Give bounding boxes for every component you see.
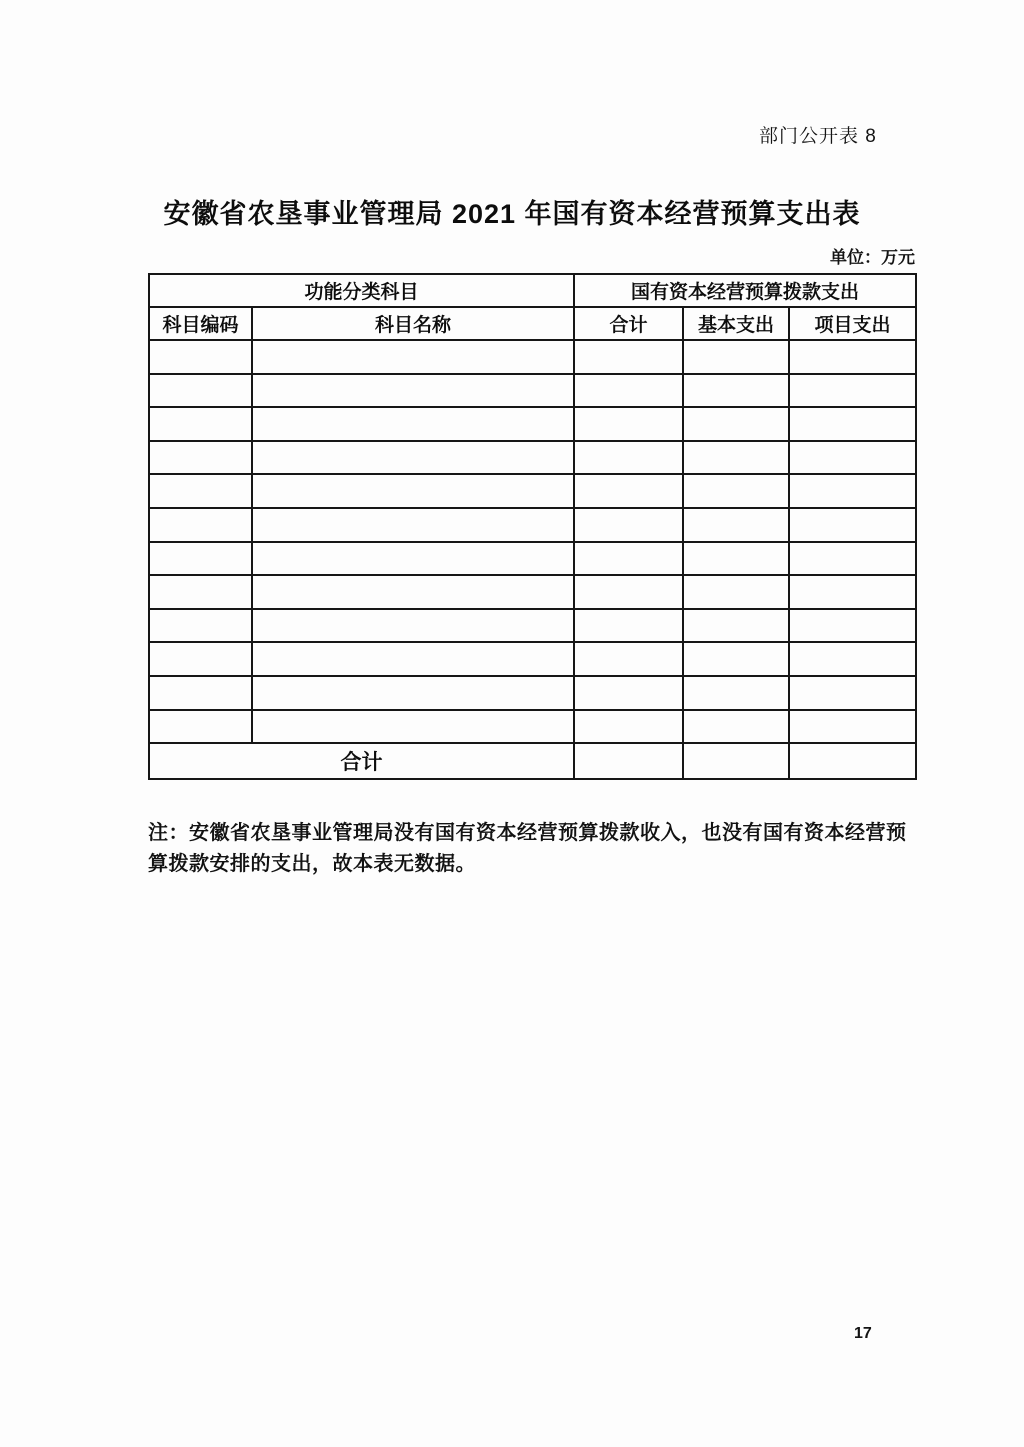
table-row	[149, 474, 916, 508]
table-cell	[252, 374, 574, 408]
table-row	[149, 710, 916, 744]
table-cell	[149, 374, 252, 408]
table-cell	[683, 508, 789, 542]
column-header-project-expenditure: 项目支出	[789, 307, 916, 340]
table-cell	[574, 407, 683, 441]
table-cell	[789, 575, 916, 609]
table-cell	[683, 642, 789, 676]
table-row	[149, 508, 916, 542]
note-line-2: 算拨款安排的支出，故本表无数据。	[148, 853, 476, 875]
column-header-basic-expenditure: 基本支出	[683, 307, 789, 340]
table-cell	[789, 508, 916, 542]
table-row	[149, 676, 916, 710]
table-cell	[683, 575, 789, 609]
table-cell	[252, 340, 574, 374]
table-cell	[149, 676, 252, 710]
table-cell	[252, 508, 574, 542]
column-header-total: 合计	[574, 307, 683, 340]
table-cell	[149, 474, 252, 508]
table-cell	[789, 407, 916, 441]
table-cell	[574, 508, 683, 542]
table-cell	[574, 609, 683, 643]
table-cell	[252, 542, 574, 576]
table-cell	[252, 575, 574, 609]
page-title: 安徽省农垦事业管理局 2021 年国有资本经营预算支出表	[163, 199, 861, 229]
table-cell	[149, 407, 252, 441]
table-cell	[574, 642, 683, 676]
total-cell-basic-expenditure	[683, 743, 789, 779]
table-cell	[149, 508, 252, 542]
table-cell	[789, 676, 916, 710]
table-cell	[149, 642, 252, 676]
table-row	[149, 374, 916, 408]
table-cell	[149, 710, 252, 744]
table-cell	[683, 441, 789, 475]
table-cell	[252, 474, 574, 508]
table-cell	[252, 441, 574, 475]
table-cell	[252, 609, 574, 643]
table-cell	[252, 710, 574, 744]
table-cell	[789, 710, 916, 744]
table-cell	[789, 474, 916, 508]
group-header-state-capital-budget-expenditure: 国有资本经营预算拨款支出	[574, 274, 916, 307]
table-row	[149, 575, 916, 609]
table-cell	[789, 340, 916, 374]
table-cell	[574, 710, 683, 744]
table-body	[149, 340, 916, 743]
table-cell	[789, 609, 916, 643]
total-row	[149, 743, 916, 779]
column-header-subject-name: 科目名称	[252, 307, 574, 340]
group-header-function-classification: 功能分类科目	[149, 274, 574, 307]
table-cell	[683, 710, 789, 744]
table-row	[149, 609, 916, 643]
table-cell	[789, 642, 916, 676]
table-cell	[252, 407, 574, 441]
table-row	[149, 542, 916, 576]
table-cell	[149, 609, 252, 643]
table-cell	[574, 676, 683, 710]
table-cell	[789, 441, 916, 475]
note-line-1: 注：安徽省农垦事业管理局没有国有资本经营预算拨款收入，也没有国有资本经营预	[148, 822, 907, 844]
table-column-header-row	[149, 307, 916, 340]
table-cell	[683, 407, 789, 441]
page-number: 17	[854, 1325, 872, 1342]
total-cell-project-expenditure	[789, 743, 916, 779]
table-cell	[149, 542, 252, 576]
table-cell	[789, 374, 916, 408]
table-cell	[683, 474, 789, 508]
table-cell	[574, 575, 683, 609]
table-row	[149, 407, 916, 441]
table-cell	[683, 340, 789, 374]
table-cell	[149, 575, 252, 609]
table-row	[149, 642, 916, 676]
budget-table	[148, 273, 917, 780]
table-cell	[683, 374, 789, 408]
table-cell	[574, 474, 683, 508]
table-cell	[149, 441, 252, 475]
table-row	[149, 441, 916, 475]
table-cell	[252, 642, 574, 676]
table-cell	[683, 542, 789, 576]
corner-label: 部门公开表 8	[759, 126, 877, 147]
table-cell	[683, 609, 789, 643]
unit-label: 单位：万元	[830, 248, 915, 267]
table-cell	[252, 676, 574, 710]
table-cell	[574, 374, 683, 408]
table-cell	[574, 542, 683, 576]
table-cell	[789, 542, 916, 576]
table-cell	[574, 441, 683, 475]
table-group-header-row	[149, 274, 916, 307]
table-row	[149, 340, 916, 374]
table-cell	[574, 340, 683, 374]
table-cell	[149, 340, 252, 374]
total-row-label: 合计	[149, 743, 574, 779]
note-text	[148, 818, 940, 880]
total-cell-total	[574, 743, 683, 779]
table-cell	[683, 676, 789, 710]
column-header-subject-code: 科目编码	[149, 307, 252, 340]
